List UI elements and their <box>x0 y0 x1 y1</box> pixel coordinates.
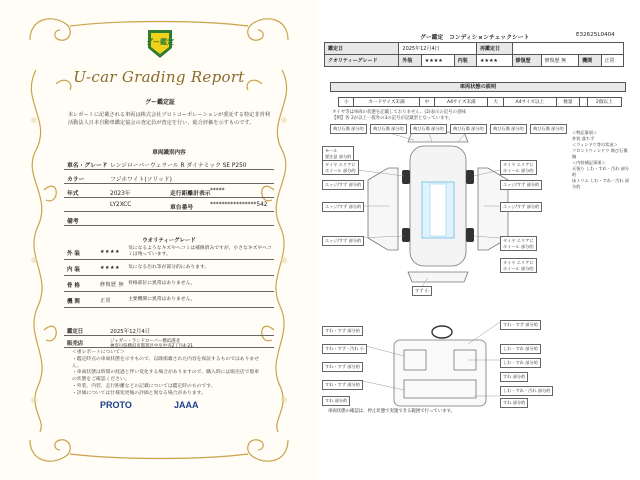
car-rear-view <box>408 272 468 282</box>
wheel-front-left <box>402 170 410 184</box>
damage-callout: エッジ/すず 部分的 <box>500 202 542 212</box>
grade-desc: 骨格部位に異常はありません。 <box>128 281 196 286</box>
wheel-front-right <box>466 170 474 184</box>
issue-value: 2025年12月4日 <box>110 329 151 335</box>
cell: ★★★★ <box>476 55 512 67</box>
grade-label: 機 関 <box>67 299 80 305</box>
remark-line: 天張り しわ・すれ・汚れ 部分的 <box>572 166 630 177</box>
grade-desc: 気になるようなキズやヘコミは補修済みですが、小さなキズやヘコミは残っています。 <box>128 246 272 258</box>
proto-logo: PROTO <box>100 400 132 410</box>
remark-line: ＜ウィンドウ等の状況＞ <box>572 142 618 147</box>
note-line: ・評価については仕様変更後の評価と異なる場合があります。 <box>72 390 206 396</box>
vehicle-condition-header: 車両状態の説明 <box>330 82 626 92</box>
wheel-rear-right <box>466 228 474 242</box>
cell: 修復歴 無 <box>541 55 579 67</box>
damage-callout: 飛び石傷 部分的 <box>370 124 407 134</box>
grade-row <box>64 292 274 308</box>
damage-callout: すれ・すず・汚れ 小 <box>322 344 367 354</box>
cell: ★★★★ <box>421 55 454 67</box>
sunroof <box>430 184 446 236</box>
report-notes <box>72 350 262 398</box>
grade-stars: ★★★★ <box>100 249 120 255</box>
damage-callout: エッジ/すず 部分的 <box>500 180 542 190</box>
cell: 小 <box>339 98 354 107</box>
damage-callout: しわ・すれ 部分的 <box>500 358 541 368</box>
damage-callout: 飛び石傷 部分的 <box>530 124 567 134</box>
cell: 大 <box>488 98 503 107</box>
damage-callout: タイヤ エリアに ホイール 部分的 <box>500 258 537 273</box>
cell: 数量 <box>557 98 580 107</box>
row-label-2: 走行距離計表示 <box>170 191 211 197</box>
row-value-2: ****************542 <box>210 202 268 208</box>
cell: クオリティーグレード <box>325 55 399 67</box>
damage-callout: すれ・すず 部分的 <box>500 320 541 330</box>
damage-callout: エッジ/すず 部分的 <box>322 236 364 246</box>
damage-callout: 飛び石傷 部分的 <box>450 124 487 134</box>
cell: 修復歴 <box>512 55 541 67</box>
damage-callout: エッジ/すず 部分的 <box>322 180 364 190</box>
row-label: カラー <box>67 177 85 183</box>
remark-line: 床トリム しわ・すれ・汚れ 部分的 <box>572 178 630 189</box>
damage-callout: しわ・すれ 部分的 <box>500 344 541 354</box>
damage-callout: すれ 部分的 <box>322 396 350 406</box>
note-line: ＜重レポートについて＞ <box>72 350 125 355</box>
remarks-panel <box>572 130 630 190</box>
damage-callout: タイヤ エリアに ホイール 部分的 <box>500 236 537 251</box>
damage-callout: すれ・すず 部分的 <box>322 362 363 372</box>
car-damage-diagram <box>318 0 640 480</box>
damage-callout: タイヤ エリアに ホイール 部分的 <box>322 160 359 175</box>
grade-label: 内 装 <box>67 267 80 273</box>
grade-desc: 気になる汚れ等が部分的にあります。 <box>128 265 210 270</box>
damage-callout: モール 要注意 部分的 <box>322 146 354 161</box>
quality-grade-header: ウオリティーグレード <box>142 238 196 244</box>
issue-table <box>64 324 274 348</box>
vehicle-row <box>64 198 274 212</box>
vehicle-info-table <box>64 156 274 226</box>
row-value-2: ***** <box>210 188 225 194</box>
quality-grade-table <box>64 244 274 308</box>
grade-desc: 主要機関に異常はありません。 <box>128 297 196 302</box>
grading-certificate <box>0 0 318 480</box>
steering-wheel-icon <box>432 326 452 338</box>
sheet-title: グー鑑定 コンディションチェックシート <box>420 35 530 41</box>
cell: 機関 <box>579 55 601 67</box>
issue-label: 鑑定日 <box>67 329 84 335</box>
row-label: 備考 <box>67 219 79 225</box>
car-left-side <box>368 168 398 250</box>
damage-callout: すれ・すず 部分的 <box>322 380 363 390</box>
report-subtitle: グー鑑定証 <box>144 99 175 106</box>
damage-callout: すれ 部分的 <box>500 372 528 382</box>
grade-row <box>64 260 274 276</box>
row-value: フジホワイト(ソリッド) <box>110 177 172 183</box>
cell: 2025年12月4日 <box>399 43 477 55</box>
issue-row <box>64 324 274 336</box>
cell: 外装 <box>399 55 421 67</box>
row-value: LY2XCC <box>110 202 132 208</box>
goo-appraisal-badge-icon <box>146 28 174 60</box>
grade-stars: 正常 <box>100 298 112 304</box>
remark-line: フロントウィンドウ 飛び石傷 無 <box>572 148 628 159</box>
badge-text: グー鑑定 <box>146 38 174 46</box>
cell: 内装 <box>454 55 476 67</box>
legend-note: タイヤ等は車両の状態を記載しておりません。(2)表示の記号の意味 【例】各 2か以上一般外の3の記号が記載型となっています。 <box>332 110 466 121</box>
vehicle-info-header: 車両識別内容 <box>152 150 186 156</box>
sheet-id: E32625L0404 <box>576 32 615 38</box>
vehicle-row <box>64 170 274 184</box>
grade-label: 外 装 <box>67 251 80 257</box>
row-label-2: 車台番号 <box>170 205 194 211</box>
issue-label: 販売店 <box>67 341 84 347</box>
report-title: U-car Grading Report <box>73 68 245 86</box>
note-line: ・車両状態は時間の経過と伴い変化する場合がありますので、購入時には販売店で現車の状態をご確認ください。 <box>72 370 259 383</box>
vehicle-row <box>64 156 274 170</box>
grade-label: 骨 格 <box>67 283 80 289</box>
cell: 正常 <box>601 55 623 67</box>
cell: 2個以上 <box>587 98 621 107</box>
vehicle-row <box>64 184 274 198</box>
wheel-rear-left <box>402 228 410 242</box>
damage-callout: すれ・すず 部分的 <box>322 326 363 336</box>
remark-line: 外装 落ちず <box>572 136 595 141</box>
cell: カードサイズ未満 <box>354 98 420 107</box>
note-line: ・鑑定時点の車両状態を示すもので、以降掲載された内容を保証するものではありません。 <box>72 356 259 369</box>
damage-callout: すれ 部分的 <box>500 398 528 408</box>
remark-line: ＜特記事項＞ <box>572 130 598 135</box>
row-value: レンジローバーヴェラール R ダイナミック SE P250 <box>110 163 247 169</box>
row-value: 2023年 <box>110 191 131 197</box>
grade-row <box>64 276 274 292</box>
damage-callout: タイヤ エリアに ホイール 部分的 <box>500 160 537 175</box>
remark-line: ＜内装補記事項＞ <box>572 160 606 165</box>
report-intro: 本レポートに記載される車両は株式会社プロトコーポレーションが委託する特定非営利活動法人日本自動車鑑定協会の査定員が査定を行い、総合評価を示すものです。 <box>68 112 270 126</box>
vehicle-row <box>64 212 274 226</box>
note-line: ・外装、内装、走行距離などの記載については鑑定時のものです。 <box>72 383 216 389</box>
damage-callout: 飛び石傷 部分的 <box>410 124 447 134</box>
issue-value: ジャガー・ランドローバー横浜港北 <box>110 339 180 344</box>
damage-callout: 飛び石傷 部分的 <box>490 124 527 134</box>
cell: 鑑定日 <box>325 43 399 55</box>
footer-logos <box>100 398 230 414</box>
jaaa-logo: JAAA <box>174 400 199 410</box>
cell: A4サイズ以上 <box>503 98 556 107</box>
dealer-address: 神奈川県横浜市都筑区中川中央2丁目4-21 <box>110 344 194 349</box>
condition-check-sheet <box>318 0 640 480</box>
issue-row <box>64 336 274 348</box>
grade-row <box>64 244 274 260</box>
grade-stars: 修復歴 無 <box>100 282 125 288</box>
row-label: 年式 <box>67 191 79 197</box>
damage-callout: エッジ/すず 部分的 <box>322 202 364 212</box>
cell: 再鑑定日 <box>476 43 512 55</box>
cell: A4サイズ未満 <box>435 98 488 107</box>
grade-stars: ★★★★ <box>100 265 120 271</box>
damage-callout: しわ・すれ・汚れ 部分的 <box>500 386 553 396</box>
damage-callout: すず 小 <box>412 286 432 296</box>
cell: 中 <box>419 98 434 107</box>
sheet-footer-note: 車両状態の確認は、停止状態で実施できる範囲で行っています。 <box>328 409 455 414</box>
damage-callout: 飛び石傷 部分的 <box>330 124 367 134</box>
row-label: 車名・グレード <box>67 163 108 169</box>
